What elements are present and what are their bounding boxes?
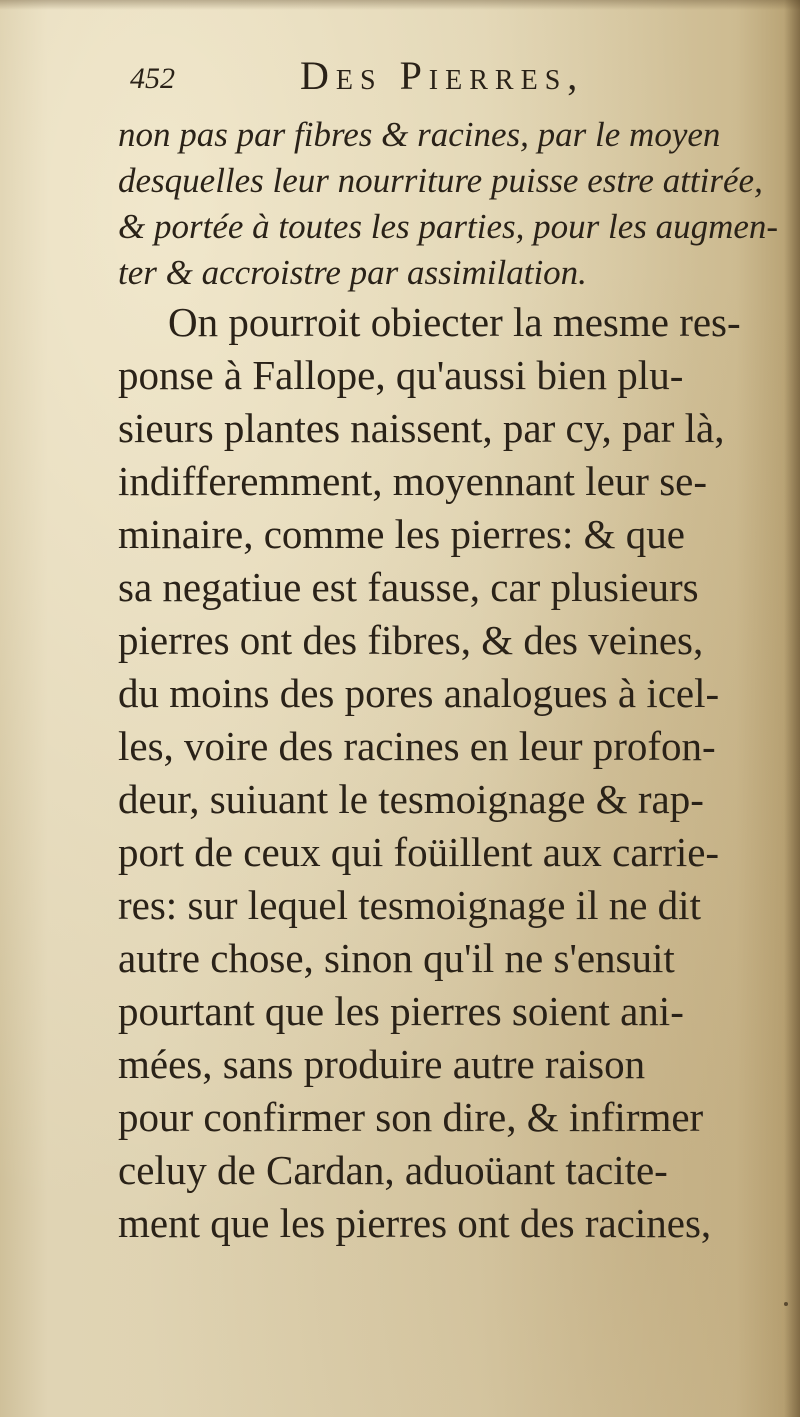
text-line: minaire, comme les pierres: & que [118,511,685,557]
text-line: autre chose, sinon qu'il ne s'ensuit [118,935,675,981]
text-line: pour confirmer son dire, & infirmer [118,1094,704,1140]
text-line: celuy de Cardan, aduoüant tacite- [118,1147,668,1193]
margin-mark [784,1302,788,1306]
text-line: ponse à Fallope, qu'aussi bien plu- [118,352,684,398]
text-line: sieurs plantes naissent, par cy, par là, [118,405,725,451]
italic-line: & portée à toutes les parties, pour les augmen- [118,207,779,246]
body-text [118,112,798,1250]
text-line: pourtant que les pierres soient ani- [118,988,684,1034]
text-line: indifferemment, moyennant leur se- [118,458,707,504]
text-line: mées, sans produire autre raison [118,1041,646,1087]
text-line: sa negatiue est fausse, car plusieurs [118,564,699,610]
page-top-shadow [0,0,800,10]
italic-line: desquelles leur nourriture puisse estre attirée, [118,161,763,200]
running-head: Des Pierres, [300,53,585,98]
page-header [130,52,690,102]
text-line: pierres ont des fibres, & des veines, [118,617,704,663]
text-line: du moins des pores analogues à icel- [118,670,720,716]
text-line: les, voire des racines en leur profon- [118,723,716,769]
paragraph-first-line: On pourroit obiecter la mesme res- [168,299,741,345]
text-line: deur, suiuant le tesmoignage & rap- [118,776,704,822]
text-line: res: sur lequel tesmoignage il ne dit [118,882,701,928]
text-line: port de ceux qui foüillent aux carrie- [118,829,720,875]
page-number: 452 [130,62,175,95]
italic-line: non pas par fibres & racines, par le moyen [118,115,721,154]
italic-line: ter & accroistre par assimilation. [118,253,587,292]
text-line: ment que les pierres ont des racines, [118,1200,712,1246]
